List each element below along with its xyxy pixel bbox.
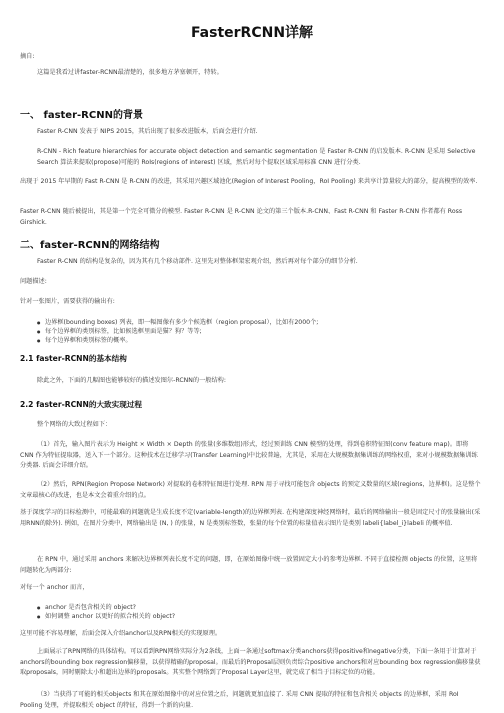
sec22-paragraph-4: 基于深度学习的目标检测中，可能最难的问题就是生成长度不定(variable-length)的边界框列表. 在构建深度神经网络时，最后的网络输出一般是固定尺寸的张量输出(采用RNN的除外). 例如，在图片分类中，网络输出是 (N, ) 的张量，N 是类别标签数，张量的每个位置的标量值表示图片是类别 labeli{label_i}labeli 的概率值. xyxy=(20,509,481,527)
sec1-paragraph-3: 出现于 2015 年早期的 Fast R-CNN 是 R-CNN 的改进，其采用兴趣区域池化(Region of Interest Pooling，RoI Pooling) 来共享计算量较大的部分，提高模型的效率. xyxy=(20,178,478,185)
sec22-paragraph-8: 上面展示了RPN网络的具体结构。可以看到RPN网络实际分为2条线，上面一条通过softmax分类anchors获得positive和negative分类，下面一条用于计算对于anchors的bounding box regression偏移量，以获得精确的proposal。而最后的Proposal层则负责综合positive anchors和对应bounding box regression偏移量获取proposals，同时剔除太小和超出边界的proposals。其实整个网络到了Proposal Layer这里，就完成了相当于目标定位的功能。 xyxy=(20,648,481,676)
list-item: ● 每个边界框和类别标签的概率。 xyxy=(37,336,482,345)
sec22-paragraph-2: （1）首先，输入图片表示为 Height × Width × Depth 的张量(多维数组)形式，经过预训练 CNN 模型的处理，得到卷积特征图(conv feature map)。即将 CNN 作为特征提取器，送入下一个部分。这种技术在迁移学习(Transfer Learning)中比较普遍，尤其是，采用在大规模数据集训练的网络权重，来对小规模数据集训练分类器. 后面会详细介绍。 xyxy=(20,441,478,469)
anchor-questions-list xyxy=(37,603,482,621)
abstract-text: 这篇是我看过讲faster-RCNN最清楚的，很多地方茅塞顿开，特转。 xyxy=(37,69,223,76)
sec1-paragraph-4: Faster R-CNN 随后被提出，其是第一个完全可微分的模型. Faster R-CNN 是 R-CNN 论文的第三个版本.R-CNN、Fast R-CNN 和 Faster R-CNN 作者都有 Ross Girshick. xyxy=(20,208,463,226)
section-2-heading: 二、faster-RCNN的网络结构 xyxy=(20,240,160,251)
page-title: FasterRCNN详解 xyxy=(190,25,314,41)
list-item: ● anchor 是否包含相关的 object? xyxy=(37,603,482,612)
output-list xyxy=(37,318,482,345)
abstract-label: 摘自: xyxy=(20,53,35,60)
section-2-2-heading: 2.2 faster-RCNN的大致实现过程 xyxy=(20,400,143,409)
sec22-paragraph-3: （2）然后，RPN(Region Propose Network) 对提取的卷积特征图进行处理. RPN 用于寻找可能包含 objects 的预定义数量的区域(regions，边界框)。这是整个文章最核心的改进，也是本文会着重介绍的点。 xyxy=(20,481,481,499)
sec22-paragraph-6: 对每一个 anchor 而言， xyxy=(20,584,89,591)
sec2-paragraph-1: Faster R-CNN 的结构是复杂的，因为其有几个移动部件. 这里先对整体框架宏观介绍，然后再对每个部分的细节分析. xyxy=(37,258,358,265)
sec22-paragraph-7: 这里可能不容易理解，后面会深入介绍anchor以及RPN相关的实现原理。 xyxy=(20,630,222,637)
sec1-paragraph-1: Faster R-CNN 发表于 NIPS 2015，其后出现了很多改进版本，后面会进行介绍. xyxy=(37,128,258,135)
section-1-heading: 一、 faster-RCNN的背景 xyxy=(20,110,143,121)
sec1-paragraph-2: R-CNN - Rich feature hierarchies for accurate object detection and semantic segmentation 是 Faster R-CNN 的启发版本. R-CNN 是采用 Selective Search 算法来提取(propose)可能的 RoIs(regions of interest) 区域，然后对每个提取区域采用标准 CNN 进行分类. xyxy=(37,148,476,166)
output-intro: 针对一张图片，需要获得的输出有: xyxy=(20,298,115,305)
sec22-paragraph-5: 在 RPN 中，通过采用 anchors 来解决边界框列表长度不定的问题，即，在原始图像中统一放置固定大小的参考边界框. 不同于直接检测 objects 的位置，这里将问题转化为两部分: xyxy=(20,556,478,574)
problem-label: 问题描述: xyxy=(20,278,47,285)
list-item: ● 边界框(bounding boxes) 列表，即一幅图像有多少个候选框（region proposal），比如有2000个; xyxy=(37,318,482,327)
section-2-1-heading: 2.1 faster-RCNN的基本结构 xyxy=(20,354,127,363)
sec21-paragraph-1: 除此之外，下面的几幅图也能够较好的描述发图尔-RCNN的一般结构: xyxy=(37,377,226,384)
sec22-paragraph-1: 整个网络的大致过程如下： xyxy=(37,421,112,428)
list-item: ● 如何调整 anchor 以更好的拟合相关的 object? xyxy=(37,612,482,621)
list-item: ● 每个边界框的类别标签，比如候选框里面是猫？狗？等等; xyxy=(37,327,482,336)
sec22-paragraph-9: （3）当获得了可能的相关objects 和其在原始图像中的对应位置之后，问题就更加直接了. 采用 CNN 提取的特征和包含相关 objects 的边界框，采用 RoI Pooling 处理，并提取相关 object 的特征，得到一个新的向量. xyxy=(20,691,459,709)
